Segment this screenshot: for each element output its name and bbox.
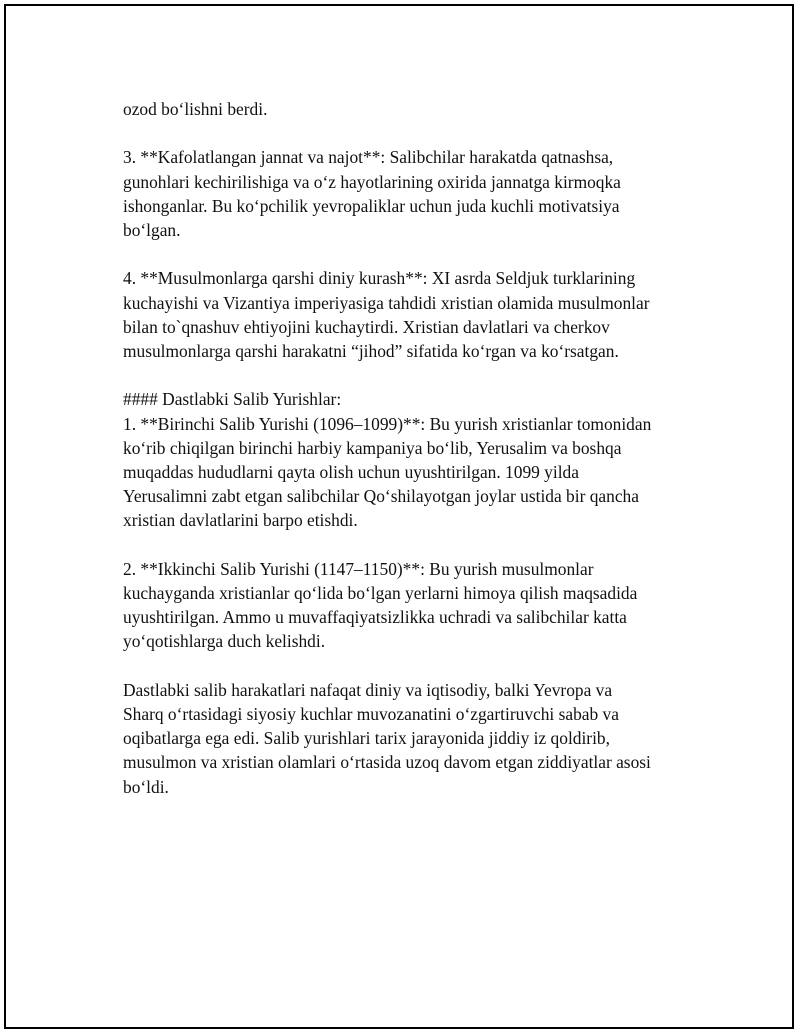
paragraph-first-crusade: 1. **Birinchi Salib Yurishi (1096–1099)**: Bu yurish xristianlar tomonidan ko‘rib chiqilgan birinchi harbiy kampaniya bo‘lib, Yerusalim va boshqa muqaddas hududlarni qayta olish uchun uyushtirilgan. 1099 yilda Yerusalimni zabt etgan salibchilar Qo‘shilayotgan joylar ustida bir qancha xristian davlatlarini barpo etishdi. bbox=[123, 413, 652, 531]
paragraph-item-3: 3. **Kafolatlangan jannat va najot**: Salibchilar harakatda qatnashsa, gunohlari kechirilishiga va o‘z hayotlarining oxirida jannatga kirmoqka ishonganlar. Bu ko‘pchilik yevropaliklar uchun juda kuchli motivatsiya bo‘lgan. bbox=[123, 147, 621, 240]
paragraph-second-crusade: 2. **Ikkinchi Salib Yurishi (1147–1150)**: Bu yurish musulmonlar kuchayganda xristianlar qo‘lida bo‘lgan yerlarni himoya qilish maqsadida uyushtirilgan. Ammo u muvaffaqiyatsizlikka uchradi va salibchilar katta yo‘qotishlarga duch kelishdi. bbox=[123, 558, 638, 652]
page bbox=[4, 4, 794, 1029]
paragraph-conclusion: Dastlabki salib harakatlari nafaqat diniy va iqtisodiy, balki Yevropa va Sharq o‘rtasidagi siyosiy kuchlar muvozanatini o‘zgartiruvchi sabab va oqibatlarga ega edi. Salib yurishlari tarix jarayonida jiddiy iz qoldirib, musulmon va xristian olamlari o‘rtasida uzoq davom etgan ziddiyatlar asosi bo‘ldi. bbox=[123, 679, 651, 797]
paragraph-item-4: 4. **Musulmonlarga qarshi diniy kurash**: XI asrda Seldjuk turklarining kuchayishi va Vizantiya imperiyasiga tahdidi xristian olamida musulmonlar bilan to`qnashuv ehtiyojini kuchaytirdi. Xristian davlatlari va cherkov musulmonlarga qarshi harakatni “jihod” sifatida ko‘rgan va ko‘rsatgan. bbox=[123, 268, 650, 361]
section-heading: #### Dastlabki Salib Yurishlar: bbox=[123, 389, 342, 410]
document-body bbox=[123, 97, 703, 823]
paragraph-continuation: ozod bo‘lishni berdi. bbox=[123, 99, 268, 119]
